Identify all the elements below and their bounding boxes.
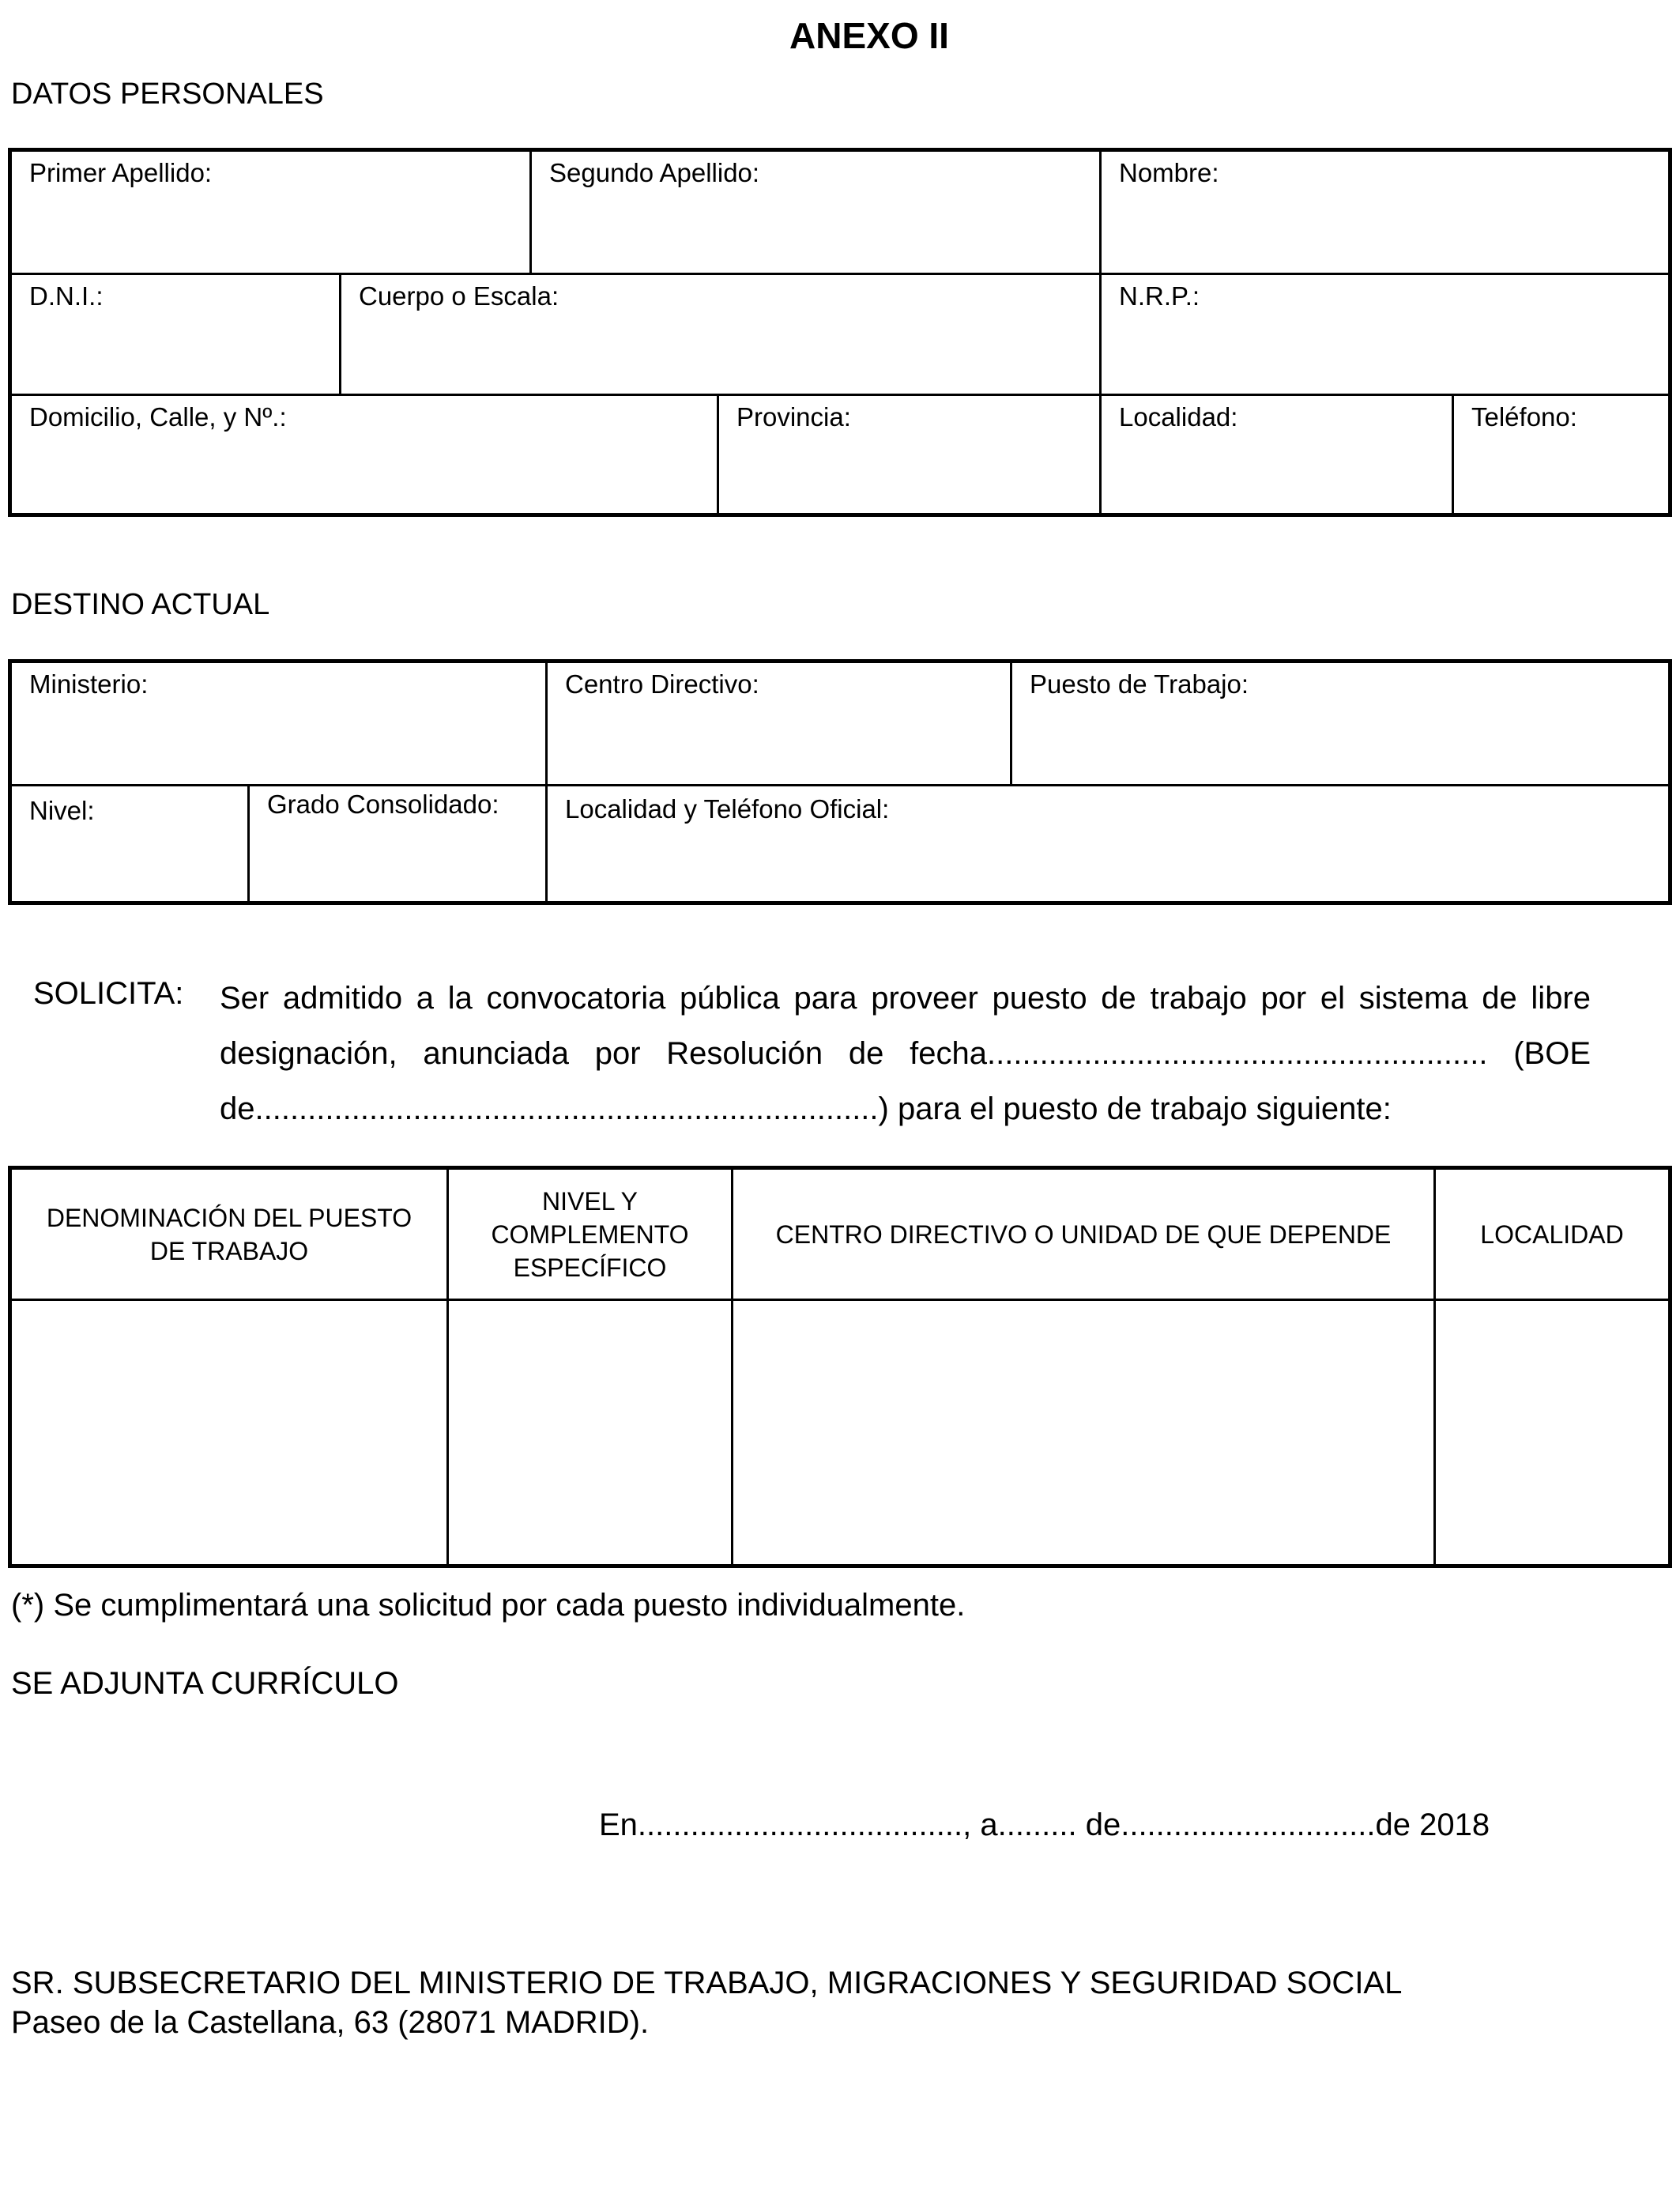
- field-label: Primer Apellido:: [29, 158, 213, 187]
- input-cell-localidad[interactable]: [1436, 1301, 1668, 1564]
- field-domicilio[interactable]: [12, 396, 717, 515]
- field-label: D.N.I.:: [29, 281, 104, 311]
- field-provincia[interactable]: [719, 396, 1099, 515]
- field-label: Cuerpo o Escala:: [359, 281, 559, 311]
- input-cell-centro-directivo[interactable]: [733, 1301, 1433, 1564]
- solicita-text: Ser admitido a la convocatoria pública para proveer puesto de trabajo por el sistema de libre designación, anunciada por Resolución de fecha......................................................... (BOE de.......................................................................) para el puesto de trabajo siguiente:: [220, 981, 1591, 1126]
- field-primer-apellido[interactable]: [12, 152, 529, 273]
- column-header-denominacion: DENOMINACIÓN DEL PUESTO DE TRABAJO: [46, 1203, 412, 1265]
- field-segundo-apellido[interactable]: [532, 152, 1099, 273]
- field-label: Nivel:: [29, 796, 95, 825]
- field-label: N.R.P.:: [1119, 281, 1200, 311]
- solicita-label: SOLICITA:: [33, 976, 184, 1011]
- destinatario-line1: SR. SUBSECRETARIO DEL MINISTERIO DE TRABAJO, MIGRACIONES Y SEGURIDAD SOCIAL: [11, 1966, 1403, 2000]
- destinatario-line2: Paseo de la Castellana, 63 (28071 MADRID).: [11, 2005, 650, 2040]
- input-cell-nivel[interactable]: [449, 1301, 731, 1564]
- input-cell-denominacion[interactable]: [12, 1301, 446, 1564]
- field-label: Domicilio, Calle, y Nº.:: [29, 402, 287, 432]
- field-label: Grado Consolidado:: [267, 790, 499, 819]
- field-label: Centro Directivo:: [565, 669, 759, 699]
- datos-personales-table: [8, 148, 1672, 517]
- column-header-localidad: LOCALIDAD: [1480, 1220, 1624, 1249]
- field-cuerpo-escala[interactable]: [341, 275, 1099, 394]
- field-label: Nombre:: [1119, 158, 1219, 187]
- nota-text: (*) Se cumplimentará una solicitud por cada puesto individualmente.: [11, 1588, 966, 1623]
- field-nombre[interactable]: [1102, 152, 1668, 273]
- page-title: ANEXO II: [789, 15, 949, 56]
- field-localidad[interactable]: [1102, 396, 1452, 515]
- destino-actual-table: [8, 659, 1672, 905]
- field-label: Segundo Apellido:: [549, 158, 760, 187]
- field-centro-directivo[interactable]: [548, 663, 1010, 784]
- section-heading-destino-actual: DESTINO ACTUAL: [11, 588, 270, 621]
- field-label: Localidad:: [1119, 402, 1238, 432]
- field-label: Puesto de Trabajo:: [1030, 669, 1249, 699]
- field-label: Localidad y Teléfono Oficial:: [565, 794, 890, 824]
- column-header-nivel: NIVEL Y COMPLEMENTO ESPECÍFICO: [491, 1186, 689, 1282]
- puestos-table: [8, 1166, 1672, 1568]
- field-label: Ministerio:: [29, 669, 149, 699]
- adjunta-text: SE ADJUNTA CURRÍCULO: [11, 1666, 399, 1701]
- field-ministerio[interactable]: [12, 663, 545, 784]
- field-localidad-telefono-oficial[interactable]: [548, 786, 1668, 905]
- field-dni[interactable]: [12, 275, 339, 394]
- field-grado-consolidado[interactable]: [250, 786, 545, 905]
- field-label: Teléfono:: [1471, 402, 1577, 432]
- field-nivel[interactable]: [12, 786, 247, 905]
- fecha-lugar-text: En....................................., a......... de.............................de 2018: [599, 1808, 1490, 1842]
- section-heading-datos-personales: DATOS PERSONALES: [11, 77, 324, 111]
- field-puesto-trabajo[interactable]: [1012, 663, 1668, 784]
- field-label: Provincia:: [736, 402, 851, 432]
- column-header-centro-directivo: CENTRO DIRECTIVO O UNIDAD DE QUE DEPENDE: [775, 1220, 1392, 1249]
- field-nrp[interactable]: [1102, 275, 1668, 394]
- field-telefono[interactable]: [1454, 396, 1668, 515]
